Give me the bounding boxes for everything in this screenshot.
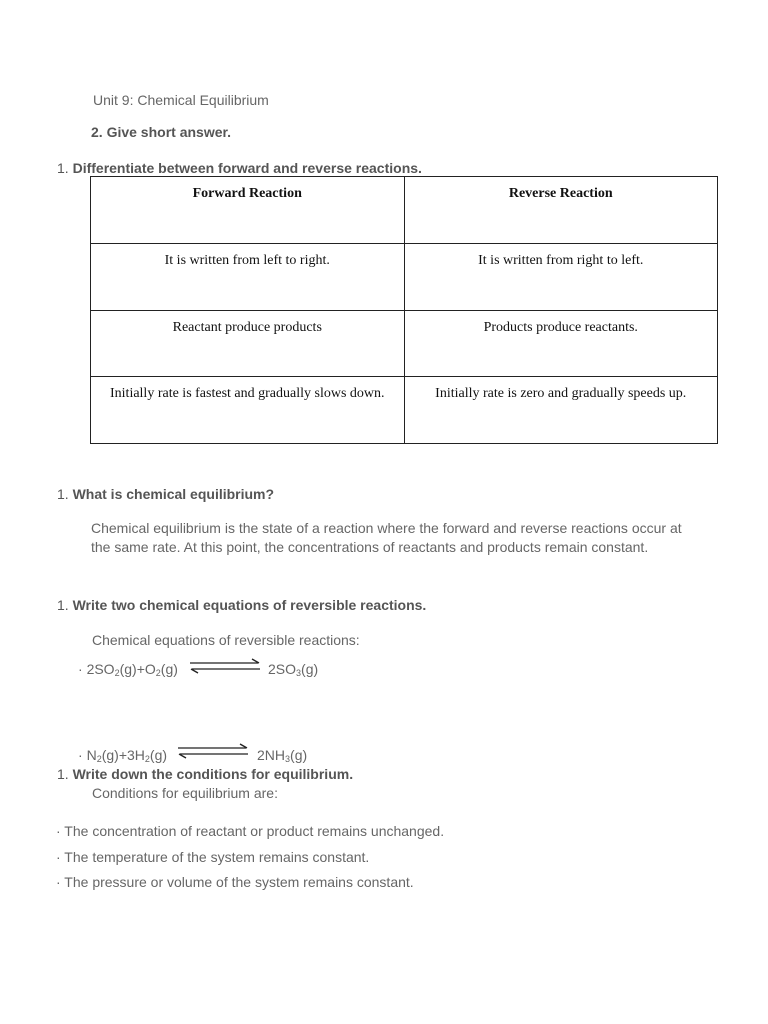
equation-1-reactants <box>78 661 178 678</box>
question-number: 1. <box>57 597 69 613</box>
question-chemical-equilibrium <box>57 486 274 502</box>
formula-part: (g)+O <box>119 661 156 677</box>
formula-part: (g) <box>301 661 319 677</box>
subscript: 2 <box>144 754 150 764</box>
table-row <box>91 243 718 310</box>
bullet: · <box>78 661 83 677</box>
condition-item: · The pressure or volume of the system remains constant. <box>56 874 414 890</box>
question-text: Write down the conditions for equilibrium. <box>72 766 354 782</box>
subscript: 2 <box>96 754 102 764</box>
subscript: 2 <box>114 668 120 678</box>
table-header-forward: Forward Reaction <box>91 177 405 244</box>
table-cell: It is written from right to left. <box>404 243 718 310</box>
table-header-reverse: Reverse Reaction <box>404 177 718 244</box>
question-number: 1. <box>57 486 69 502</box>
question-reversible-equations <box>57 597 426 613</box>
formula-part: 2NH <box>257 747 286 763</box>
table-row <box>91 377 718 444</box>
question-number: 1. <box>57 766 69 782</box>
question-text: What is chemical equilibrium? <box>72 486 275 502</box>
comparison-table <box>90 176 718 444</box>
formula-part: 2SO <box>268 661 297 677</box>
unit-title: Unit 9: Chemical Equilibrium <box>93 92 269 108</box>
condition-item: · The temperature of the system remains constant. <box>56 849 370 865</box>
equilibrium-arrow-icon <box>176 743 250 759</box>
equilibrium-arrow-icon <box>188 658 262 674</box>
condition-item: · The concentration of reactant or product remains unchanged. <box>56 823 445 839</box>
formula-part: 2SO <box>86 661 115 677</box>
subscript: 3 <box>296 668 302 678</box>
equations-intro: Chemical equations of reversible reactions: <box>92 632 360 648</box>
answer-equilibrium-definition: Chemical equilibrium is the state of a reaction where the forward and reverse reactions occur at the same rate. At this point, the concentrations of reactants and products remain constant. <box>91 520 682 555</box>
subscript: 3 <box>285 754 291 764</box>
bullet: · <box>78 747 83 763</box>
table-cell: Products produce reactants. <box>404 310 718 377</box>
question-text: Write two chemical equations of reversible reactions. <box>72 597 427 613</box>
formula-part: (g)+3H <box>101 747 145 763</box>
table-header-row <box>91 177 718 244</box>
formula-part: (g) <box>290 747 308 763</box>
table-cell: Initially rate is zero and gradually speeds up. <box>404 377 718 444</box>
table-cell: Reactant produce products <box>91 310 405 377</box>
table-cell: Initially rate is fastest and gradually slows down. <box>91 377 405 444</box>
question-number: 1. <box>57 160 69 176</box>
question-text: Differentiate between forward and reverse reactions. <box>72 160 422 176</box>
table-row <box>91 310 718 377</box>
equation-2-products <box>257 747 307 764</box>
formula-part: (g) <box>149 747 168 763</box>
equation-2-reactants <box>78 747 167 764</box>
formula-part: N <box>86 747 97 763</box>
question-forward-reverse <box>57 160 422 176</box>
subscript: 2 <box>155 668 161 678</box>
section-title: 2. Give short answer. <box>91 124 232 140</box>
equation-1-products <box>268 661 318 678</box>
question-equilibrium-conditions <box>57 766 353 782</box>
table-cell: It is written from left to right. <box>91 243 405 310</box>
conditions-intro: Conditions for equilibrium are: <box>92 785 278 801</box>
formula-part: (g) <box>160 661 178 677</box>
